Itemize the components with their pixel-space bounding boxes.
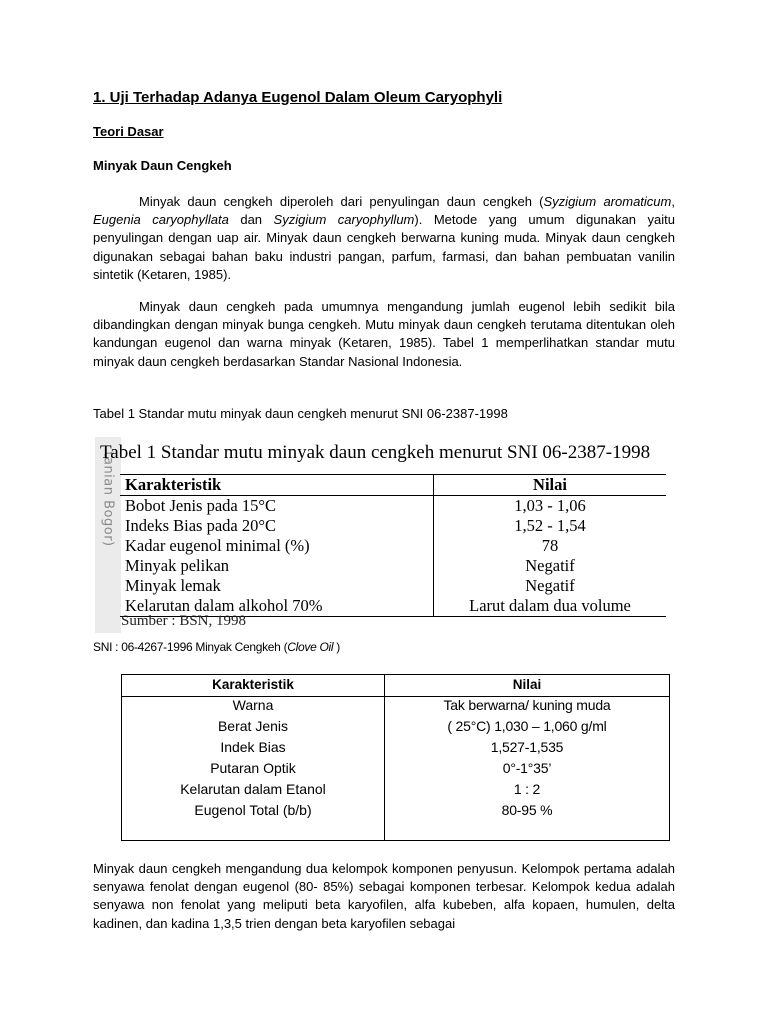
table-row: Kelarutan dalam alkohol 70% Larut dalam dua volume <box>120 596 666 617</box>
paragraph-3: Minyak daun cengkeh mengandung dua kelompok komponen penyusun. Kelompok pertama adalah senyawa fenolat dengan eugenol (80- 85%) sebagai komponen terbesar. Kelompok kedua adalah senyawa non fenolat yang meliputi beta karyofilen, alfa kubeben, alfa kopaen, humulen, delta kadinen, dan kadina 1,3,5 trien dengan beta karyofilen sebagai <box>93 861 675 931</box>
table-row: Indek Bias 1,527-1,535 <box>220 739 564 755</box>
table-2-caption: SNI : 06-4267-1996 Minyak Cengkeh (Clove Oil ) <box>93 640 340 654</box>
clove-oil-table <box>121 674 670 841</box>
scanned-table-image <box>95 437 673 633</box>
scan-header-nilai: Nilai <box>434 475 667 496</box>
table-row: Bobot Jenis pada 15°C 1,03 - 1,06 <box>120 496 666 517</box>
table-row: Warna Tak berwarna/ kuning muda <box>232 697 611 713</box>
subheading-teori-dasar: Teori Dasar <box>93 124 164 139</box>
clove-oil-table-header <box>122 675 669 697</box>
table-row: Minyak lemak Negatif <box>120 576 666 596</box>
subheading-minyak-daun-cengkeh: Minyak Daun Cengkeh <box>93 158 232 173</box>
table-row: Berat Jenis ( 25°C) 1,030 – 1,060 g/ml <box>217 718 607 734</box>
species-name-1: Syzigium aromaticum <box>543 194 672 209</box>
table-row: Kadar eugenol minimal (%) 78 <box>120 536 666 556</box>
table-row: Minyak pelikan Negatif <box>120 556 666 576</box>
scan-side-text: tanian Bogor) <box>100 451 116 547</box>
table-row: Putaran Optik 0°-1°35’ <box>210 760 552 776</box>
section-heading: 1. Uji Terhadap Adanya Eugenol Dalam Oleum Caryophyli <box>93 89 503 106</box>
header-nilai: Nilai <box>512 677 542 692</box>
scan-table-header-row <box>120 475 666 496</box>
paragraph-1: Minyak daun cengkeh diperoleh dari penyulingan daun cengkeh (Syzigium aromaticum, Eugenia caryophyllata dan Syzigium caryophyllum). Metode yang umum digunakan yaitu penyulingan dengan uap air. Minyak daun cengkeh berwarna kuning muda. Minyak daun cengkeh digunakan sebagai bahan baku industri pangan, parfum, farmasi, dan bahan pembuatan vanilin sintetik (Ketaren, 1985). <box>93 194 676 282</box>
scan-source-note: Sumber : BSN, 1998 <box>121 613 247 629</box>
paragraph-2: Minyak daun cengkeh pada umumnya mengandung jumlah eugenol lebih sedikit bila dibandingkan dengan minyak bunga cengkeh. Mutu minyak daun cengkeh terutama ditentukan oleh kandungan eugenol dan warna minyak (Ketaren, 1985). Tabel 1 memperlihatkan standar mutu minyak daun cengkeh berdasarkan Standar Nasional Indonesia. <box>93 299 675 369</box>
header-karakteristik: Karakteristik <box>212 677 294 692</box>
table-row: Indeks Bias pada 20°C 1,52 - 1,54 <box>120 516 666 536</box>
scan-table-title: Tabel 1 Standar mutu minyak daun cengkeh menurut SNI 06-2387-1998 <box>100 442 651 463</box>
table-row: Eugenol Total (b/b) 80-95 % <box>194 802 553 818</box>
species-name-3: Syzigium caryophyllum <box>273 212 415 228</box>
scan-header-karakteristik: Karakteristik <box>120 475 434 496</box>
table-row: Kelarutan dalam Etanol 1 : 2 <box>180 781 541 797</box>
scan-side-strip <box>95 437 121 633</box>
species-name-2: Eugenia caryophyllata <box>93 212 229 228</box>
table-1-caption: Tabel 1 Standar mutu minyak daun cengkeh menurut SNI 06-2387-1998 <box>93 406 508 421</box>
scan-table <box>120 474 666 617</box>
